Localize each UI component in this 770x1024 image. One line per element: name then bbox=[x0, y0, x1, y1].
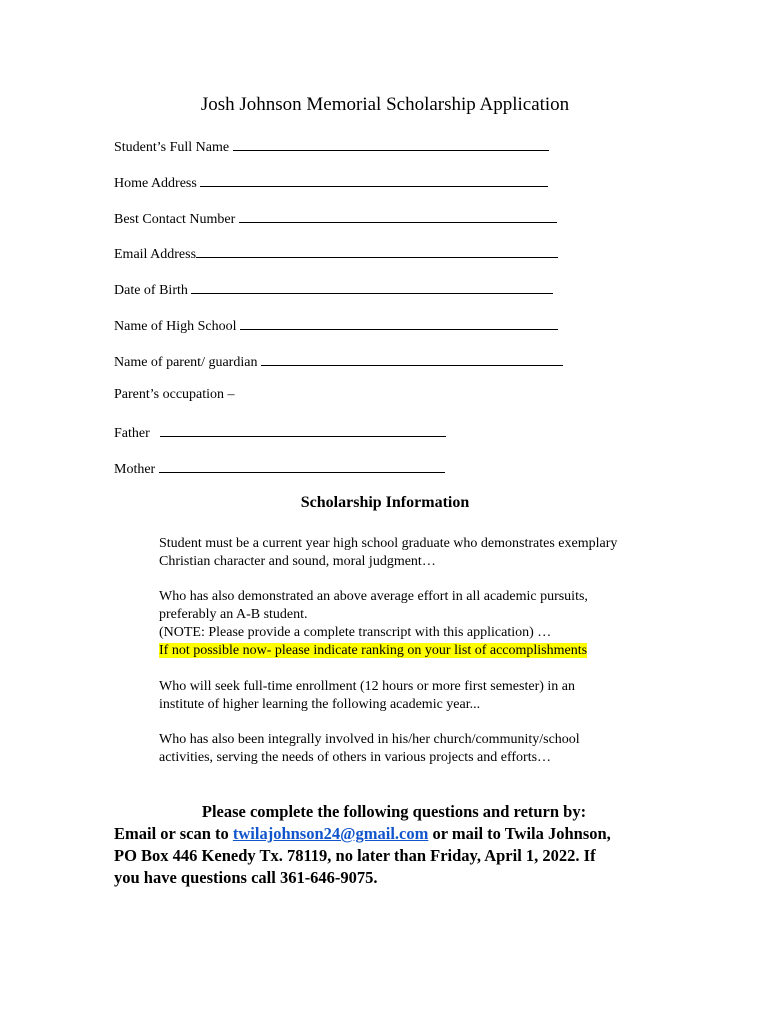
email-link[interactable]: twilajohnson24@gmail.com bbox=[232, 824, 429, 843]
best-contact-blank[interactable] bbox=[239, 208, 557, 223]
criteria-paragraph-4 bbox=[159, 731, 679, 767]
closing-line-3: PO Box 446 Kenedy Tx. 78119, no later than Friday, April 1, 2022. If bbox=[114, 846, 596, 865]
mother-blank[interactable] bbox=[159, 458, 445, 473]
closing-text: or mail to Twila Johnson, bbox=[428, 824, 611, 843]
home-address-field bbox=[114, 172, 548, 193]
closing-heading: Please complete the following questions and return by: bbox=[201, 802, 587, 821]
date-of-birth-field bbox=[114, 279, 553, 300]
student-name-field bbox=[114, 136, 549, 157]
mother-field bbox=[114, 458, 445, 479]
criteria-paragraph-1 bbox=[159, 535, 679, 571]
page-title: Josh Johnson Memorial Scholarship Application bbox=[200, 94, 570, 115]
home-address-label: Home Address bbox=[114, 176, 201, 191]
high-school-label: Name of High School bbox=[114, 319, 240, 334]
criteria-line: activities, serving the needs of others in various projects and efforts… bbox=[159, 750, 552, 765]
closing-instructions bbox=[114, 801, 674, 889]
criteria-line: Who has also demonstrated an above average effort in all academic pursuits, bbox=[159, 589, 588, 604]
best-contact-label: Best Contact Number bbox=[114, 212, 239, 227]
father-label: Father bbox=[114, 426, 161, 441]
closing-text: Email or scan to bbox=[114, 824, 233, 843]
criteria-line: institute of higher learning the following academic year... bbox=[159, 697, 481, 712]
student-name-blank[interactable] bbox=[233, 136, 549, 151]
date-of-birth-blank[interactable] bbox=[191, 279, 553, 294]
father-blank[interactable] bbox=[160, 422, 446, 437]
high-school-field bbox=[114, 315, 558, 336]
student-name-label: Student’s Full Name bbox=[114, 140, 233, 155]
email-address-field bbox=[114, 243, 558, 264]
parent-occupation-label: Parent’s occupation – bbox=[114, 387, 235, 402]
criteria-line: Who will seek full-time enrollment (12 hours or more first semester) in an bbox=[159, 679, 576, 694]
parent-guardian-blank[interactable] bbox=[261, 351, 563, 366]
section-title: Scholarship Information bbox=[300, 494, 470, 511]
date-of-birth-label: Date of Birth bbox=[114, 283, 192, 298]
criteria-paragraph-2 bbox=[159, 588, 679, 660]
email-address-label: Email Address bbox=[114, 247, 197, 262]
email-address-blank[interactable] bbox=[196, 243, 558, 258]
home-address-blank[interactable] bbox=[200, 172, 548, 187]
parent-guardian-field bbox=[114, 351, 563, 372]
criteria-line: Student must be a current year high school graduate who demonstrates exemplary bbox=[159, 536, 618, 551]
closing-line-2 bbox=[114, 824, 611, 843]
parent-guardian-label: Name of parent/ guardian bbox=[114, 355, 261, 370]
criteria-line: preferably an A-B student. bbox=[159, 607, 308, 622]
criteria-paragraph-3 bbox=[159, 678, 679, 714]
mother-label: Mother bbox=[114, 462, 159, 477]
high-school-blank[interactable] bbox=[240, 315, 558, 330]
highlighted-note: If not possible now- please indicate ranking on your list of accomplishments bbox=[159, 643, 588, 658]
closing-line-4: you have questions call 361-646-9075. bbox=[114, 868, 378, 887]
criteria-line: Christian character and sound, moral judgment… bbox=[159, 554, 436, 569]
father-field bbox=[114, 422, 446, 443]
criteria-line: (NOTE: Please provide a complete transcript with this application) … bbox=[159, 625, 552, 640]
best-contact-field bbox=[114, 208, 557, 229]
criteria-line: Who has also been integrally involved in his/her church/community/school bbox=[159, 732, 580, 747]
